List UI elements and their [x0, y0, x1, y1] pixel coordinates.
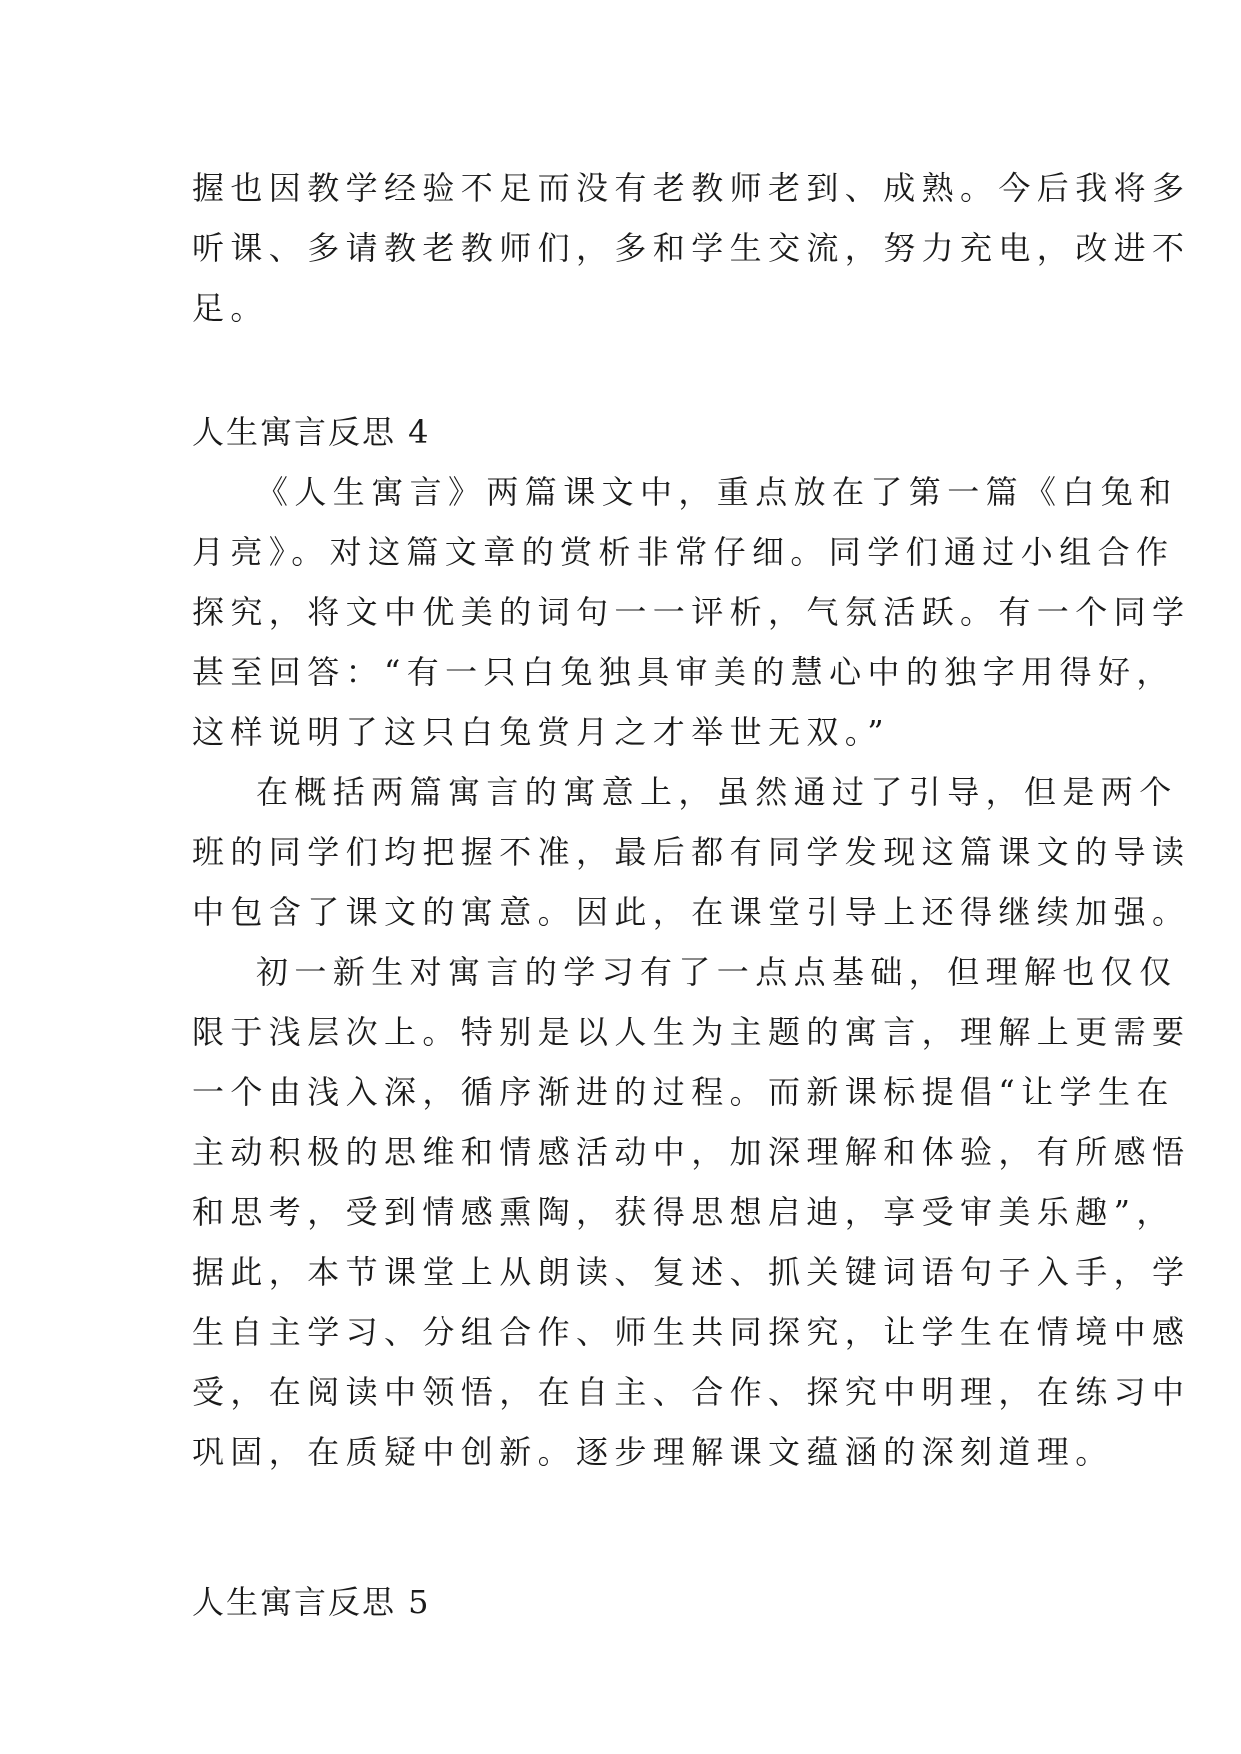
text-line: 探究，将文中优美的词句一一评析，气氛活跃。有一个同学: [192, 593, 1191, 631]
text-line: 听课、多请教老教师们，多和学生交流，努力充电，改进不: [192, 229, 1191, 267]
text-line: 受，在阅读中领悟，在自主、合作、探究中明理，在练习中: [192, 1373, 1191, 1411]
text-line: 据此，本节课堂上从朗读、复述、抓关键词语句子入手，学: [192, 1253, 1191, 1291]
text-line: 和思考，受到情感熏陶，获得思想启迪，享受审美乐趣”，: [192, 1193, 1175, 1231]
document-page: [192, 158, 1191, 1632]
text-line: 这样说明了这只白兔赏月之才举世无双。”: [192, 713, 890, 751]
text-line: 握也因教学经验不足而没有老教师老到、成熟。今后我将多: [192, 169, 1191, 207]
continuation-paragraph: [192, 158, 1191, 338]
text-line: 月亮》。对这篇文章的赏析非常仔细。同学们通过小组合作: [192, 533, 1175, 571]
text-line: 生自主学习、分组合作、师生共同探究，让学生在情境中感: [192, 1313, 1191, 1351]
section4-paragraph-1: [192, 462, 1191, 762]
section-spacer: [192, 338, 1052, 402]
text-line: 《人生寓言》两篇课文中，重点放在了第一篇《白兔和: [256, 473, 1178, 511]
section4-paragraph-3: [192, 942, 1191, 1482]
section-spacer: [192, 1482, 1052, 1572]
section4-paragraph-2: [192, 762, 1191, 942]
text-line: 足。: [192, 289, 269, 327]
text-line: 中包含了课文的寓意。因此，在课堂引导上还得继续加强。: [192, 893, 1191, 931]
text-line: 在概括两篇寓言的寓意上，虽然通过了引导，但是两个: [256, 773, 1178, 811]
text-line: 班的同学们均把握不准，最后都有同学发现这篇课文的导读: [192, 833, 1191, 871]
text-line: 一个由浅入深，循序渐进的过程。而新课标提倡“让学生在: [192, 1073, 1175, 1111]
text-line: 限于浅层次上。特别是以人生为主题的寓言，理解上更需要: [192, 1013, 1191, 1051]
text-line: 初一新生对寓言的学习有了一点点基础，但理解也仅仅: [256, 953, 1178, 991]
text-line: 甚至回答：“有一只白兔独具审美的慧心中的独字用得好，: [192, 653, 1175, 691]
text-line: 巩固，在质疑中创新。逐步理解课文蕴涵的深刻道理。: [192, 1433, 1114, 1471]
text-line: 主动积极的思维和情感活动中，加深理解和体验，有所感悟: [192, 1133, 1191, 1171]
section-heading-4: 人生寓言反思 4: [192, 413, 431, 451]
section-heading-5: 人生寓言反思 5: [192, 1583, 431, 1621]
